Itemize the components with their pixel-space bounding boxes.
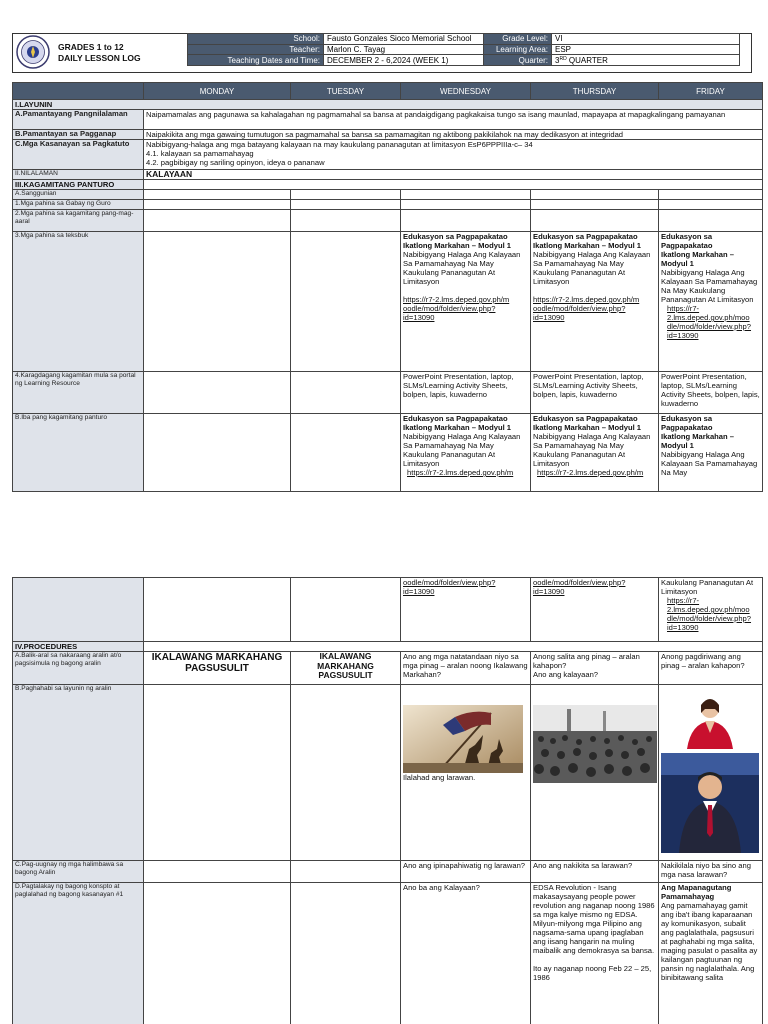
layunin-heading: I.LAYUNIN [13,100,763,110]
kasanayan-line-3: 4.2. pagbibigay ng sariling opinyon, ideya o pananaw [146,158,325,167]
kagamitan-mag-aaral-label: 2.Mga pahina sa kagamitang pang-mag-aaral [13,210,144,232]
tuesday-review: IKALAWANG MARKAHANG PAGSUSULIT [291,652,401,685]
deped-seal-icon [16,35,50,69]
iba-pa-thursday: Edukasyon sa Pagpapakatao Ikatlong Markahan – Modyul 1 Nabibigyang Halaga Ang Kalayaan Sa Pamamahayag Na May Kaukulang Pananagutan At Limitasyon https://r7-2.lms.deped.gov.ph/m [531,414,659,492]
iba-pa-friday: Edukasyon sa Pagpapakatao Ikatlong Markahan – Modyul 1 Nabibigyang Halaga Ang Kalayaan Sa Pamamahayag Na May [659,414,763,492]
school-label: School: [188,34,324,45]
flag-raising-photo-icon [403,705,523,773]
iba-pa-wednesday: Edukasyon sa Pagpapakatao Ikatlong Markahan – Modyul 1 Nabibigyang Halaga Ang Kalayaan Sa Pamamahayag Na May Kaukulang Pananagutan At Limitasyon https://r7-2.lms.deped.gov.ph/m [401,414,531,492]
teksbuk-friday: Edukasyon sa Pagpapakatao Ikatlong Markahan – Modyul 1 Nabibigyang Halaga Ang Kalayaan Sa Pamamahayag Na May Kaukulang Pananagutan At Limitasyon https://r7- 2.lms.deped.gov.ph/moo dle/mod/folder/view.php? id=13090 [659,232,763,372]
grades-title [58,42,141,64]
quarter-word: QUARTER [566,56,608,65]
blank-header [13,83,144,100]
paghahabi-thursday [531,685,659,861]
day-header-row [13,83,763,100]
kasanayan-text [144,140,763,170]
procedures-heading: IV.PROCEDURES [13,642,144,652]
pag-uugnay-thursday: Ano ang nakikita sa larawan? [531,861,659,883]
kagamitan-heading: III.KAGAMITANG PANTURO [13,180,144,190]
thursday-review: Anong salita ang pinag – aralan kahapon? Ano ang kalayaan? [531,652,659,685]
pagtalakay-thursday: EDSA Revolution - Isang makasaysayang people power revolution ang naganap noong 1986 sa mga kalye mismo ng EDSA. Milyun-milyong mga Pilipino ang nagsama-sama upang ipaglaban ang iisang hangarin na muling maibalik ang demokrasya sa bansa. Ito ay naganap noong Feb 22 – 25, 1986 [531,883,659,1024]
news-anchor-woman-photo-icon [661,693,759,749]
wednesday-review: Ano ang mga natatandaan niyo sa mga pinag – aralan noong Ikalawang Markahan? [401,652,531,685]
karagdagang-label: 4.Karagdagang kagamitan mula sa portal ng Learning Resource [13,372,144,414]
daily-lesson-log-label: DAILY LESSON LOG [58,53,141,63]
teksbuk-label: 3.Mga pahina sa teksbuk [13,232,144,372]
teksbuk-thursday: Edukasyon sa Pagpapakatao Ikatlong Markahan – Modyul 1 Nabibigyang Halaga Ang Kalayaan Sa Pamamahayag Na May Kaukulang Pananagutan At Limitasyon https://r7-2.lms.deped.gov.ph/m oodle/mod/folder/view.php? id=13090 [531,232,659,372]
lesson-table-page1 [12,82,763,492]
link-continued-friday: Kaukulang Pananagutan At Limitasyon https://r7- 2.lms.deped.gov.ph/moo dle/mod/folder/view.php? id=13090 [659,578,763,642]
day-wednesday: WEDNESDAY [401,83,531,100]
paghahabi-label: B.Paghahabi sa layunin ng aralin [13,685,144,861]
nilalaman-label: II.NILALAMAN [13,170,144,180]
teacher-value: Marlon C. Tayag [324,44,484,55]
pag-uugnay-wednesday: Ano ang ipinapahiwatig ng larawan? [401,861,531,883]
paghahabi-friday [659,685,763,861]
quarter-label: Quarter: [484,55,552,66]
pagtalakay-friday: Ang Mapanagutang Pamamahayag Ang pamamahayag gamit ang iba't ibang kaparaanan ay komunikasyon, subalit ang paglalathala, pagsusuri at paghahabi ng mga salita, maging pasulat o pasalita ay kailangan pagtuunan ng pansin ng naglalathala. Ang binibitawang salita [659,883,763,1024]
day-thursday: THURSDAY [531,83,659,100]
kasanayan-line-2: 4.1. kalayaan sa pamamahayag [146,149,254,158]
pag-uugnay-friday: Nakikilala niyo ba sino ang mga nasa larawan? [659,861,763,883]
link-continued-wednesday[interactable]: oodle/mod/folder/view.php? id=13090 [401,578,531,642]
friday-review: Anong pagdiriwang ang pinag – aralan kahapon? [659,652,763,685]
day-tuesday: TUESDAY [291,83,401,100]
teaching-dates-value: DECEMBER 2 - 6,2024 (WEEK 1) [324,55,484,66]
pamantayang-pangnilalaman-text: Naipamamalas ang pagunawa sa kahalagahan ng pagmamahal sa bansa at pandaigdigang pagkakaisa tungo sa isang maunlad, mapayapa at mapagkalingang pamayanan [144,110,763,130]
school-value: Fausto Gonzales Sioco Memorial School [324,34,484,45]
kasanayan-label: C.Mga Kasanayan sa Pagkatuto [13,140,144,170]
module-link[interactable]: https://r7- 2.lms.deped.gov.ph/moo dle/mod/folder/view.php? id=13090 [667,304,752,340]
monday-review: IKALAWANG MARKAHANG PAGSUSULIT [144,652,291,685]
quarter-suffix: RD [559,56,567,62]
grades-label: GRADES 1 to 12 [58,42,124,52]
balik-aral-label: A.Balik-aral sa nakaraang aralin at/o pagsisimula ng bagong aralin [13,652,144,685]
news-anchor-man-photo-icon [661,753,759,853]
learning-area-value: ESP [552,44,740,55]
quarter-number: 3 [555,56,560,65]
link-continued-thursday[interactable]: oodle/mod/folder/view.php? id=13090 [531,578,659,642]
pamantayang-pangnilalaman-label: A.Pamantayang Pangnilalaman [13,110,144,130]
crowd-photo-icon [533,705,657,783]
teksbuk-wednesday: Edukasyon sa Pagpapakatao Ikatlong Markahan – Modyul 1 Nabibigyang Halaga Ang Kalayaan Sa Pamamahayag Na May Kaukulang Pananagutan At Limitasyon https://r7-2.lms.deped.gov.ph/m oodle/mod/folder/view.php? id=13090 [401,232,531,372]
day-friday: FRIDAY [659,83,763,100]
kasanayan-line-1: Nabibigyang-halaga ang mga batayang kalayaan na may kaukulang pananagutan at limitasyon EsP6PPPIIIa-c– 34 [146,140,533,149]
day-monday: MONDAY [144,83,291,100]
grade-level-label: Grade Level: [484,34,552,45]
module-link[interactable]: https://r7-2.lms.deped.gov.ph/m oodle/mod/folder/view.php? id=13090 [403,295,510,322]
pagtalakay-wednesday: Ano ba ang Kalayaan? [401,883,531,1024]
module-link[interactable]: https://r7-2.lms.deped.gov.ph/m oodle/mod/folder/view.php? id=13090 [533,295,640,322]
gabay-label: 1.Mga pahina sa Gabay ng Guro [13,200,144,210]
header-info-table [187,33,740,66]
iba-pa-label: B.Iba pang kagamitang panturo [13,414,144,492]
nilalaman-value: KALAYAAN [144,170,763,180]
image-caption: Ilalahad ang larawan. [403,773,476,782]
pag-uugnay-label: C.Pag-uugnay ng mga halimbawa sa bagong Aralin [13,861,144,883]
teaching-dates-label: Teaching Dates and Time: [188,55,324,66]
lesson-table-page2 [12,577,763,1024]
resources-wednesday: PowerPoint Presentation, laptop, SLMs/Learning Activity Sheets, bolpen, lapis, kuwaderno [401,372,531,414]
pamantayan-sa-pagganap-label: B.Pamantayan sa Pagganap [13,130,144,140]
pagtalakay-label: D.Pagtalakay ng bagong konspto at paglalahad ng bagong kasanayan #1 [13,883,144,1024]
paghahabi-wednesday [401,685,531,861]
pamantayan-sa-pagganap-text: Naipakikita ang mga gawaing tumutugon sa pagmamahal sa bansa sa pamamagitan ng aktibong pakikilahok na may dedikasyon at integridad [144,130,763,140]
quarter-value [552,55,740,66]
teacher-label: Teacher: [188,44,324,55]
sanggunian-label: A.Sanggunian [13,190,144,200]
resources-thursday: PowerPoint Presentation, laptop, SLMs/Learning Activity Sheets, bolpen, lapis, kuwaderno [531,372,659,414]
learning-area-label: Learning Area: [484,44,552,55]
grade-level-value: VI [552,34,740,45]
resources-friday: PowerPoint Presentation, laptop, SLMs/Learning Activity Sheets, bolpen, lapis, kuwaderno [659,372,763,414]
